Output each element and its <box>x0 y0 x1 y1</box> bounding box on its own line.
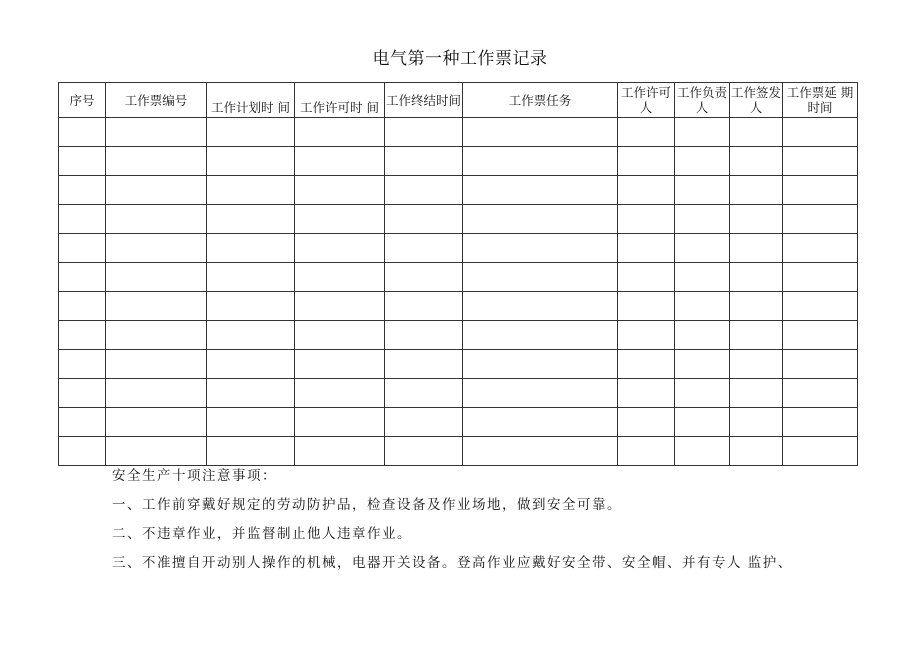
table-cell[interactable] <box>385 263 463 292</box>
table-cell[interactable] <box>618 176 675 205</box>
table-cell[interactable] <box>675 176 730 205</box>
table-cell[interactable] <box>59 263 106 292</box>
table-row <box>59 234 858 263</box>
table-cell[interactable] <box>618 234 675 263</box>
header-end-time: 工作终结时间 <box>385 83 463 118</box>
table-cell[interactable] <box>207 176 295 205</box>
table-cell[interactable] <box>463 379 618 408</box>
table-cell[interactable] <box>618 205 675 234</box>
header-ticket-number: 工作票编号 <box>106 83 207 118</box>
table-row <box>59 408 858 437</box>
table-cell[interactable] <box>59 408 106 437</box>
table-cell[interactable] <box>385 292 463 321</box>
table-cell[interactable] <box>295 263 385 292</box>
table-cell[interactable] <box>618 321 675 350</box>
table-cell[interactable] <box>295 176 385 205</box>
table-cell[interactable] <box>618 263 675 292</box>
table-cell[interactable] <box>783 263 858 292</box>
table-cell[interactable] <box>106 379 207 408</box>
table-row <box>59 176 858 205</box>
table-cell[interactable] <box>207 292 295 321</box>
table-cell[interactable] <box>59 118 106 147</box>
table-cell[interactable] <box>463 205 618 234</box>
table-cell[interactable] <box>385 147 463 176</box>
table-cell[interactable] <box>730 176 783 205</box>
record-table <box>58 82 858 466</box>
table-cell[interactable] <box>675 205 730 234</box>
table-cell[interactable] <box>783 350 858 379</box>
table-cell[interactable] <box>59 321 106 350</box>
table-cell[interactable] <box>618 408 675 437</box>
table-row <box>59 379 858 408</box>
table-cell[interactable] <box>385 379 463 408</box>
table-cell[interactable] <box>463 176 618 205</box>
table-cell[interactable] <box>618 350 675 379</box>
note-item-3: 三、不准擅自开动别人操作的机械，电器开关设备。登高作业应戴好安全带、安全帽、并有专人 监护、 <box>112 555 793 571</box>
header-index: 序号 <box>59 83 106 118</box>
table-cell[interactable] <box>207 205 295 234</box>
table-cell[interactable] <box>463 321 618 350</box>
table-cell[interactable] <box>295 350 385 379</box>
table-row <box>59 321 858 350</box>
table-cell[interactable] <box>675 321 730 350</box>
page-title: 电气第一种工作票记录 <box>372 49 548 69</box>
table-cell[interactable] <box>207 118 295 147</box>
table-cell[interactable] <box>106 147 207 176</box>
table-cell[interactable] <box>730 205 783 234</box>
header-responsible: 工作负责人 <box>675 83 730 118</box>
table-cell[interactable] <box>106 118 207 147</box>
table-cell[interactable] <box>463 147 618 176</box>
table-cell[interactable] <box>207 147 295 176</box>
table-cell[interactable] <box>207 321 295 350</box>
table-row <box>59 437 858 466</box>
header-permit-time: 工作许可时 间 <box>295 83 385 118</box>
safety-notes <box>112 466 872 582</box>
table-cell[interactable] <box>730 234 783 263</box>
table-row <box>59 118 858 147</box>
table-cell[interactable] <box>106 234 207 263</box>
table-cell[interactable] <box>59 350 106 379</box>
table-cell[interactable] <box>783 176 858 205</box>
table-cell[interactable] <box>730 408 783 437</box>
table-cell[interactable] <box>106 408 207 437</box>
table-cell[interactable] <box>783 408 858 437</box>
notes-heading: 安全生产十项注意事项： <box>112 468 277 484</box>
table-cell[interactable] <box>730 321 783 350</box>
table-cell[interactable] <box>295 147 385 176</box>
table-cell[interactable] <box>675 118 730 147</box>
table-cell[interactable] <box>618 118 675 147</box>
table-cell[interactable] <box>463 118 618 147</box>
table-cell[interactable] <box>618 437 675 466</box>
table-cell[interactable] <box>106 176 207 205</box>
table-cell[interactable] <box>783 234 858 263</box>
table-cell[interactable] <box>59 292 106 321</box>
table-cell[interactable] <box>783 292 858 321</box>
table-cell[interactable] <box>675 379 730 408</box>
table-cell[interactable] <box>675 147 730 176</box>
table-cell[interactable] <box>207 408 295 437</box>
table-row <box>59 147 858 176</box>
table-cell[interactable] <box>207 437 295 466</box>
table-cell[interactable] <box>295 408 385 437</box>
table-cell[interactable] <box>106 321 207 350</box>
table-cell[interactable] <box>59 147 106 176</box>
table-cell[interactable] <box>385 321 463 350</box>
table-cell[interactable] <box>207 234 295 263</box>
table-cell[interactable] <box>730 292 783 321</box>
table-cell[interactable] <box>385 205 463 234</box>
table-row <box>59 263 858 292</box>
table-cell[interactable] <box>783 118 858 147</box>
table-cell[interactable] <box>295 118 385 147</box>
table-cell[interactable] <box>385 118 463 147</box>
table-cell[interactable] <box>59 205 106 234</box>
header-planned-time: 工作计划时 间 <box>207 83 295 118</box>
table-cell[interactable] <box>675 234 730 263</box>
header-issuer: 工作签发人 <box>730 83 783 118</box>
table-header-row <box>59 83 858 118</box>
table-cell[interactable] <box>295 437 385 466</box>
table-cell[interactable] <box>675 350 730 379</box>
table-cell[interactable] <box>59 176 106 205</box>
table-cell[interactable] <box>385 350 463 379</box>
table-cell[interactable] <box>730 379 783 408</box>
table-cell[interactable] <box>675 292 730 321</box>
table-cell[interactable] <box>59 379 106 408</box>
table-cell[interactable] <box>730 263 783 292</box>
table-cell[interactable] <box>463 437 618 466</box>
table-cell[interactable] <box>618 147 675 176</box>
header-permitter: 工作许可人 <box>618 83 675 118</box>
table-cell[interactable] <box>106 205 207 234</box>
table-cell[interactable] <box>385 234 463 263</box>
table-cell[interactable] <box>675 437 730 466</box>
table-cell[interactable] <box>463 350 618 379</box>
table-cell[interactable] <box>295 234 385 263</box>
table-row <box>59 292 858 321</box>
table-cell[interactable] <box>106 437 207 466</box>
table-cell[interactable] <box>783 147 858 176</box>
table-cell[interactable] <box>730 350 783 379</box>
table-cell[interactable] <box>783 437 858 466</box>
table-cell[interactable] <box>463 292 618 321</box>
table-cell[interactable] <box>59 234 106 263</box>
table-cell[interactable] <box>783 379 858 408</box>
table-cell[interactable] <box>385 176 463 205</box>
table-cell[interactable] <box>106 350 207 379</box>
table-cell[interactable] <box>207 379 295 408</box>
table-cell[interactable] <box>385 437 463 466</box>
table-cell[interactable] <box>783 321 858 350</box>
table-cell[interactable] <box>207 263 295 292</box>
table-cell[interactable] <box>295 379 385 408</box>
table-cell[interactable] <box>675 408 730 437</box>
table-cell[interactable] <box>730 437 783 466</box>
note-item-2: 二、不违章作业，并监督制止他人违章作业。 <box>112 526 412 542</box>
table-cell[interactable] <box>385 408 463 437</box>
table-cell[interactable] <box>295 321 385 350</box>
table-cell[interactable] <box>59 437 106 466</box>
note-item-1: 一、工作前穿戴好规定的劳动防护品，检查设备及作业场地，做到安全可靠。 <box>112 497 622 513</box>
table-cell[interactable] <box>675 263 730 292</box>
table-cell[interactable] <box>106 292 207 321</box>
table-cell[interactable] <box>730 118 783 147</box>
table-cell[interactable] <box>618 292 675 321</box>
table-cell[interactable] <box>295 292 385 321</box>
table-cell[interactable] <box>618 379 675 408</box>
table-row <box>59 205 858 234</box>
table-cell[interactable] <box>295 205 385 234</box>
table-cell[interactable] <box>207 350 295 379</box>
table-cell[interactable] <box>730 147 783 176</box>
table-row <box>59 350 858 379</box>
table-cell[interactable] <box>783 205 858 234</box>
table-cell[interactable] <box>463 263 618 292</box>
header-extension-time: 工作票延 期时间 <box>783 83 858 118</box>
table-cell[interactable] <box>463 408 618 437</box>
table-cell[interactable] <box>106 263 207 292</box>
header-ticket-task: 工作票任务 <box>463 83 618 118</box>
table-body <box>59 118 858 466</box>
table-cell[interactable] <box>463 234 618 263</box>
